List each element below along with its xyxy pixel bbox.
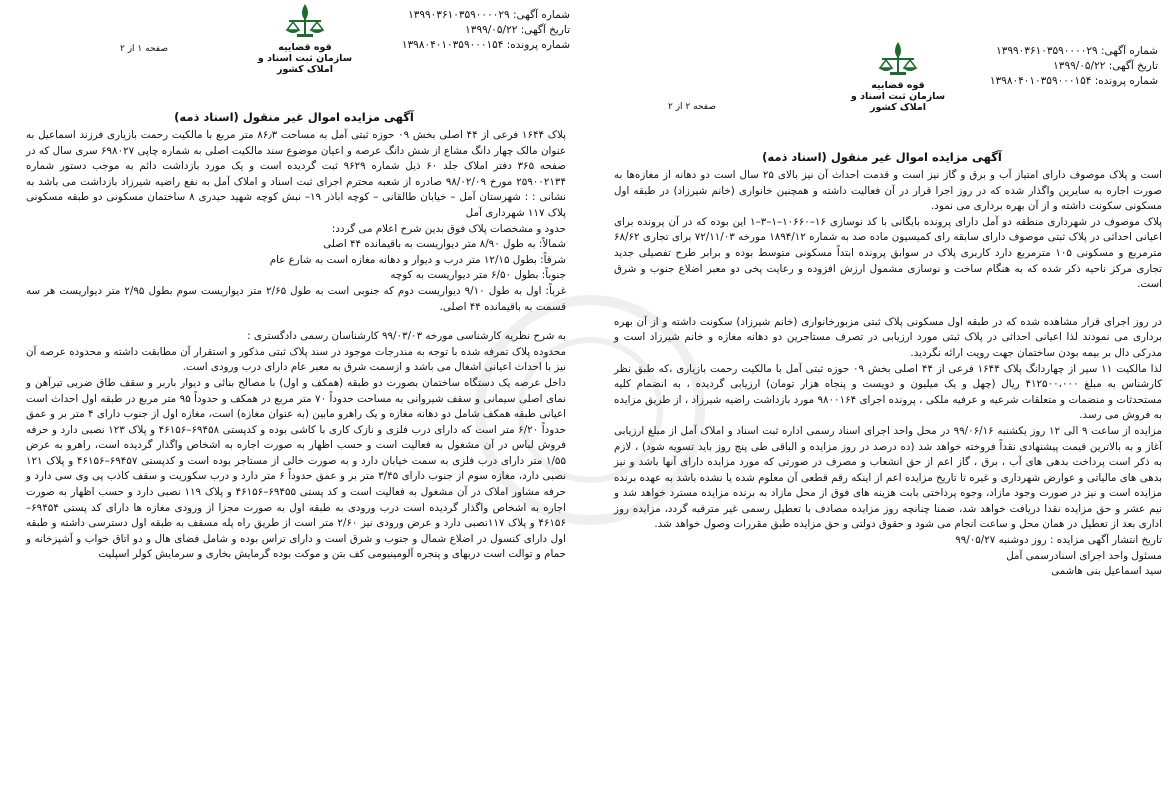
paragraph: غرباً: اول به طول ۹/۱۰ دیواریست دوم که جنوبی است به طول ۲/۶۵ متر دیواریست سوم بطول ۲/۹۵ متر دیواریست هر سه قسمت به باقیمانده ۴۴ اصلی. bbox=[26, 284, 567, 313]
paragraph: در روز اجرای قرار مشاهده شده که در طبقه اول مسکونی پلاک ثبتی مزبورخانواری (خانم شیرزاد) سکونت داشته و از آن بهره برداری می نمودند لذا اعیانی احداثی در پلاک ثبتی مورد ارزیابی در تصرف مستاجرین دو دهانه مغازه و خانم شیرزاد است و مدرکی دال بر بیمه بودن ساختمان جهت رویت ارائه نگردید. bbox=[614, 315, 1162, 359]
signatory-name: سید اسماعیل بنی هاشمی bbox=[1051, 565, 1162, 578]
announcement-title: آگهی مزایده اموال غیر منقول (اسناد ذمه) bbox=[174, 110, 414, 124]
announcement-title: آگهی مزایده اموال غیر منقول (اسناد ذمه) bbox=[762, 150, 1002, 164]
paragraph: جنوباً: بطول ۶/۵۰ متر دیواریست به کوچه bbox=[390, 269, 566, 282]
paragraph: پلاک ۱۶۴۴ فرعی از ۴۴ اصلی بخش ۰۹ حوزه ثبتی آمل به مساحت ۸۶٫۳ متر مربع با مالکیت رحمت بازیاری فرزند اسماعیل به عنوان مالک چهار دانگ مشاع از شش دانگ عرصه و اعیان موضوع سند مالکیت اصلی به شماره چاپی ۶۹۸۰۲۷ سری سال که در صفحه ۳۶۵ دفتر املاک جلد ۶۰ ذیل شماره ۹۶۲۹ ثبت گردیده است و یک مورد بازداشت دائم به موجب دستور شماره ۲۵۹۰۰۲۱۳۴ مورخ ۹۸/۰۲/۰۹ صادره از شعبه محترم اجرای ثبت اسناد و املاک آمل به نفع راضیه شیرزاد بازداشت می باشد به نشانی : : شهرستان آمل – خیابان طالقانی – کوچه اباذر ۱۹– نبش کوچه شهید حیدری ۸ ساختمان مسکونی دو طبقه مسکونی پلاک ۱۱۷ شهرداری آمل bbox=[26, 129, 566, 219]
ad-metadata bbox=[402, 8, 570, 53]
scales-of-justice-icon bbox=[876, 40, 920, 80]
ad-date: تاریخ آگهی: ۱۳۹۹/۰۵/۲۲ bbox=[1053, 60, 1158, 72]
org-name-judiciary: قوه قضاییه bbox=[278, 42, 332, 53]
file-number: شماره پرونده: ۱۳۹۸۰۴۰۱۰۳۵۹۰۰۰۱۵۴ bbox=[989, 75, 1158, 87]
paragraph: به شرح نظریه کارشناسی مورخه ۹۹/۰۳/۰۳ کارشناسان رسمی دادگستری : bbox=[247, 330, 566, 343]
signatory-title: مسئول واحد اجرای اسنادرسمی آمل bbox=[1006, 549, 1162, 562]
paragraph: محدوده پلاک تمرفه شده با توجه به مندرجات موجود در سند پلاک ثبتی مذکور و استقرار آن مطابقت داشته و محدوده عرصه آن نیز با احداث اعیانی اشغال می باشد و ازسمت شرق به معبر عام دارای درب ورودی است. bbox=[26, 345, 566, 374]
judiciary-emblem bbox=[250, 2, 360, 75]
ad-number: شماره آگهی: ۱۳۹۹۰۳۶۱۰۳۵۹۰۰۰۰۲۹ bbox=[996, 45, 1158, 57]
announcement-body bbox=[26, 128, 566, 563]
paragraph: پلاک موصوف در شهرداری منطقه دو آمل دارای پرونده بایگانی با کد نوسازی ۱۶–۱۰۶۶۰–۱–۳–۱ این بوده که در آن پرونده برای اعیانی احداثی در پلاک ثبتی موصوف دارای سابقه رای کمیسیون ماده صد به شماره ۱۸۹۴/۱۲ مورخه ۷۲/۱۱/۰۳ برای تجاری ۶۸/۶۲ مترمربع و مسکونی ۱۰۵ مترمربع دارد کاربری پلاک در سوابق پرونده ابتداً مسکونی متوسط بوده و برابر طرح تفصیلی جدید تجاری مرکز ناحیه ذکر شده که به هنگام ساخت و نوسازی مشمول ارزش افزوده و رعایت پخی دو معبر اضلاع جنوب و شرق است. bbox=[614, 215, 1162, 291]
publication-date: تاریخ انتشار آگهی مزایده : روز دوشنبه ۹۹/۰۵/۲۷ bbox=[955, 534, 1162, 547]
org-name-registry: سازمان ثبت اسناد و املاک کشور bbox=[257, 53, 353, 75]
page-number: صفحه ۱ از ۲ bbox=[120, 44, 168, 54]
announcement-page-2 bbox=[588, 0, 1176, 786]
paragraph: حدود و مشخصات پلاک فوق بدین شرح اعلام می گردد: bbox=[331, 222, 566, 235]
paragraph: شرقاً: بطول ۱۲/۱۵ متر درب و دیوار و دهانه مغازه است به شارع عام bbox=[269, 253, 566, 266]
page-number: صفحه ۲ از ۲ bbox=[668, 102, 716, 112]
paragraph: است و پلاک موصوف دارای امتیاز آب و برق و گاز نیز است و قدمت احداث آن نیز بالای ۲۵ سال است دو دهانه از مغازه‌ها به صورت اجاره به سایرین واگذار شده که در روز اجرا قرار در آن فعالیت داشته و همچنین خانواری (خانم شیرزاد) در طبقه اول مسکونی سکونت داشته و از آن بهره برداری می نمود. bbox=[614, 169, 1162, 213]
ad-metadata bbox=[990, 44, 1158, 89]
paragraph: مزایده از ساعت ۹ الی ۱۲ روز یکشنبه ۹۹/۰۶/۱۶ در محل واحد اجرای اسناد رسمی اداره ثبت اسناد و املاک آمل از مبلغ ارزیابی آغاز و به بالاترین قیمت پیشنهادی نقداً فروخته خواهد شد (ده درصد در روز مزایده و الباقی طی پنج روز باید تسویه شود) ، لازم به ذکر است پرداخت بدهی های آب ، برق ، گاز اعم از حق انشعاب و مصرف در صورتی که مورد مزایده دارای آنها باشد و نیز بدهی های مالیاتی و عوارض شهرداری و غیره تا تاریخ مزایده اعم از اینکه رقم قطعی آن معلوم شده یا نشده باشد به عهده برنده مزایده است و نیز در صورت وجود مازاد، وجوه پرداختی بابت هزینه های فوق از محل مازاد به برنده مزایده مسترد خواهد شد و نیم عشر و حق مزایده نقدا دریافت خواهد شد، ضمنا چنانچه روز مزایده مصادف با تعطیل رسمی غیر مترقبه گردد، مزایده روز اداری بعد از تعطیل در همان محل و ساعت انجام می شود و حقوق دولتی و حق مزایده طبق مقررات وصول خواهد شد. bbox=[614, 424, 1162, 531]
paragraph: شمالاً: به طول ۸/۹۰ متر دیواریست به باقیمانده ۴۴ اصلی bbox=[323, 238, 566, 251]
ad-number: شماره آگهی: ۱۳۹۹۰۳۶۱۰۳۵۹۰۰۰۰۲۹ bbox=[408, 9, 570, 21]
ad-date: تاریخ آگهی: ۱۳۹۹/۰۵/۲۲ bbox=[465, 24, 570, 36]
scales-of-justice-icon bbox=[283, 2, 327, 42]
judiciary-emblem bbox=[843, 40, 953, 113]
paragraph: داخل عرصه یک دستگاه ساختمان بصورت دو طبقه (همکف و اول) با مصالح بنائی و دیوار باربر و سقف طاق ضربی تیرآهن و نمای اصلی سیمانی و سقف شیروانی به مساحت حدوداً ۷۰ متر مربع در همکف و حدوداً ۹۵ متر مربع در طبقه اول احداث است اعیانی طبقه همکف شامل دو دهانه مغازه و یک راهرو مابین (به عنوان مغازه) است، مغازه اول از جنوب دارای ۴ متر بر و عمق حدوداً ۶/۲۰ متر است که دارای درب فلزی و نازک کاری با کاشی بوده و کدپستی ۶۹۴۵۸–۴۶۱۵۶ و پلاک ۱۲۳ نصبی دارد و حرفه فروش لباس در آن مشغول به فعالیت است و حسب اظهار به صورت اجاره به اشخاص واگذار گردیده است، راهرو به عرض ۱/۵۵ متر دارای درب فلزی به سمت خیابان دارد و به صورت خالی از مستاجر بوده است و کدپستی ۶۹۴۵۷–۴۶۱۵۶ و پلاک ۱۲۱ نصبی دارد، مغازه سوم از جنوب دارای ۳/۴۵ متر بر و عمق حدوداً ۶ متر دارد و درب سکوریت و سقف کاذب پی وی سی دارد و حرفه مشاور املاک در آن مشغول به فعالیت است و کد پستی ۶۹۴۵۵–۴۶۱۵۶ و پلاک ۱۱۹ نصبی دارد و حسب اظهار به صورت اجاره به اشخاص واگذار گردیده است درب ورودی به طبقه اول به صورت مجزا از ورودی مغازه ها دارای کد پستی ۶۹۴۵۴–۴۶۱۵۶ و پلاک ۱۱۷نصبی دارد و عرض ورودی نیز ۲/۶۰ متر است از طریق راه پله مسقف به طبقه اول دسترسی داشته و طبقه اول دارای کنسول در اضلاع شمال و جنوب و شرق است و دارای تراس بوده و شامل فضای هال و دو اتاق خواب و آشپزخانه و حمام و توالت است دربهای و پنجره آلومینیومی کف بتن و موکت بوده گرمایش بخاری و سرمایش کولر اسپلیت bbox=[26, 376, 567, 561]
paragraph: لذا مالکیت ۱۱ سیر از چهاردانگ پلاک ۱۶۴۴ فرعی از ۴۴ اصلی بخش ۰۹ حوزه ثبتی آمل با مالکیت رحمت بازیاری ،که طبق نظر کارشناس به مبلغ ۴۱۲۵۰۰،۰۰۰ ریال (چهل و یک میلیون و دویست و پنجاه هزار تومان) ارزیابی گردیده ، به انضمام کلیه مستحدثات و منضمات و متعلقات شرعیه و عرفیه ملکی ، پرونده اجرای ۹۸۰۰۱۶۴ مورد بازداشت راضیه شیرزاد ، از طریق مزایده به فروش می رسد. bbox=[614, 362, 1163, 422]
org-name-judiciary: قوه قضاییه bbox=[871, 80, 925, 91]
announcement-body bbox=[614, 168, 1162, 580]
file-number: شماره پرونده: ۱۳۹۸۰۴۰۱۰۳۵۹۰۰۰۱۵۴ bbox=[401, 39, 570, 51]
org-name-registry: سازمان ثبت اسناد و املاک کشور bbox=[850, 91, 946, 113]
